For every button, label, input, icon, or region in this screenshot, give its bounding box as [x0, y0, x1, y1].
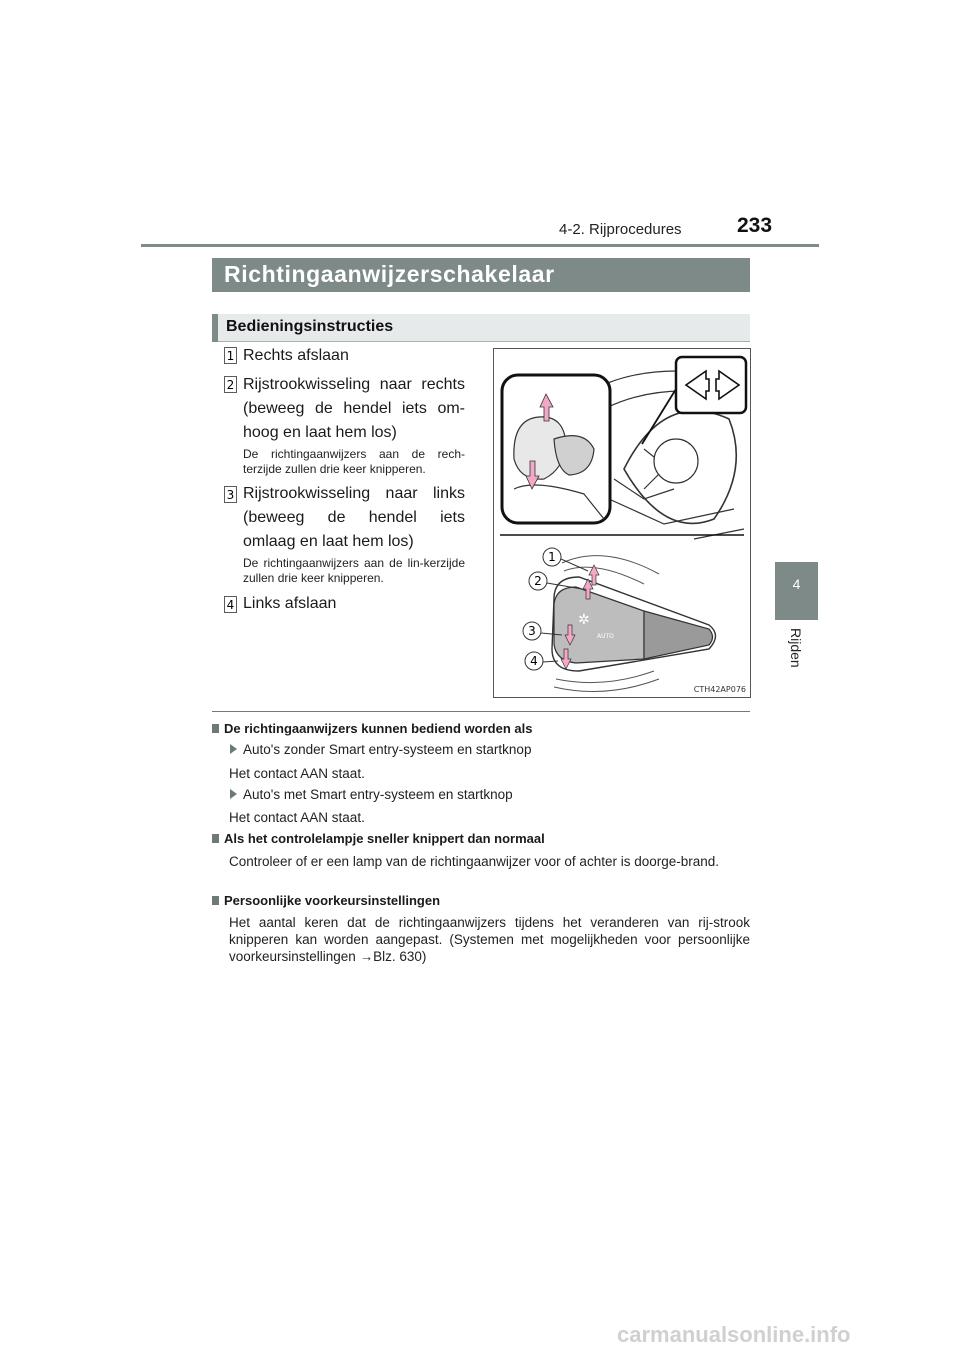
- header-rule: [141, 244, 819, 247]
- note-2-heading: Als het controlelampje sneller knippert dan normaal: [212, 831, 545, 847]
- step-4-text: Links afslaan: [243, 595, 337, 612]
- section-rule: [212, 711, 750, 712]
- step-3-number: 3: [226, 488, 235, 502]
- note-1-heading: De richtingaanwijzers kunnen bediend worden als: [212, 721, 532, 737]
- triangle-bullet-icon: [230, 789, 237, 799]
- callout-3: 3: [528, 624, 536, 638]
- step-2-number-icon: [224, 376, 237, 393]
- step-2-note: De richtingaanwijzers aan de rech-terzijde zullen drie keer knipperen.: [243, 447, 465, 476]
- turn-signal-figure: [493, 348, 751, 698]
- section-title: 4-2. Rijprocedures: [559, 221, 682, 238]
- turn-arrows-callout: [642, 357, 746, 444]
- triangle-bullet-icon: [230, 744, 237, 754]
- callout-4: 4: [530, 654, 538, 668]
- step-3-note: De richtingaanwijzers aan de lin-kerzijde zullen drie keer knipperen.: [243, 556, 465, 585]
- step-2-text: Rijstrookwisseling naar rechts (beweeg de hendel iets om-hoog en laat hem los): [243, 376, 465, 441]
- auto-label: AUTO: [597, 633, 614, 640]
- step-4-number: 4: [226, 598, 235, 612]
- lever-closeup: [552, 556, 716, 692]
- square-bullet-icon: [212, 724, 219, 733]
- callout-1: 1: [548, 550, 556, 564]
- step-4-number-icon: [224, 596, 237, 613]
- figure-code: CTH42AP076: [693, 685, 746, 694]
- step-3-number-icon: [224, 486, 237, 503]
- chapter-label: Rijden: [788, 628, 804, 668]
- note-1-text-2: Het contact AAN staat.: [229, 810, 365, 825]
- step-1-number: 1: [226, 349, 235, 363]
- step-1-number-icon: [224, 347, 237, 364]
- note-1-text-1: Het contact AAN staat.: [229, 766, 365, 781]
- subtitle-accent: [212, 314, 218, 342]
- square-bullet-icon: [212, 896, 219, 905]
- step-2-number: 2: [226, 378, 235, 392]
- square-bullet-icon: [212, 834, 219, 843]
- note-3-heading: Persoonlijke voorkeursinstellingen: [212, 893, 440, 909]
- hand-inset: [502, 375, 610, 523]
- note-2-text: Controleer of er een lamp van de richtingaanwijzer voor of achter is doorge-brand.: [229, 854, 720, 869]
- watermark: carmanualsonline.info: [617, 1322, 851, 1347]
- step-3-text: Rijstrookwisseling naar links (beweeg de hendel iets omlaag en laat hem los): [243, 485, 465, 550]
- light-icon: ✲: [578, 612, 590, 628]
- figure-illustration: [494, 349, 750, 697]
- page-number: 233: [737, 214, 773, 237]
- chapter-number: 4: [792, 576, 801, 592]
- page-title: Richtingaanwijzerschakelaar: [224, 261, 555, 287]
- step-1-text: Rechts afslaan: [243, 347, 349, 364]
- note-3-text: Het aantal keren dat de richtingaanwijzers tijdens het veranderen van rij-strook knipperen kan worden aangepast. (Systemen met mogelijkheden voor persoonlijke voorkeursinstellingen →Blz. 630): [229, 915, 750, 964]
- subtitle: Bedieningsinstructies: [226, 318, 394, 335]
- callout-2: 2: [534, 574, 542, 588]
- note-1-condition-2: Auto's met Smart entry-systeem en startknop: [230, 786, 513, 803]
- note-1-condition-1: Auto's zonder Smart entry-systeem en startknop: [230, 741, 531, 758]
